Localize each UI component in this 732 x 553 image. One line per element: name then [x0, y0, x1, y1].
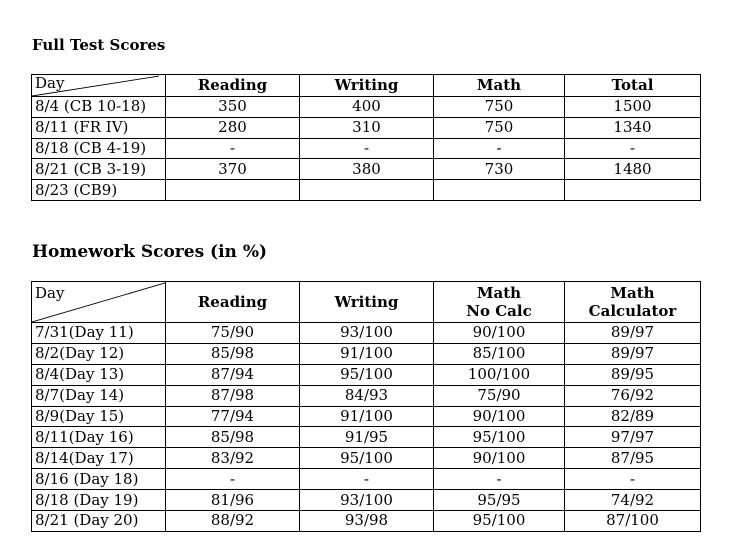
- day-cell: 8/23 (CB9): [32, 180, 166, 201]
- day-cell: 8/2(Day 12): [32, 343, 166, 364]
- total-cell: [565, 180, 701, 201]
- writing-cell: 93/100: [300, 490, 434, 511]
- full-test-table: [31, 74, 701, 201]
- calc-cell: 89/97: [565, 323, 701, 344]
- table-row: [32, 323, 701, 344]
- table-row: [32, 364, 701, 385]
- table-row: [32, 385, 701, 406]
- writing-cell: 91/95: [300, 427, 434, 448]
- no-calc-cell: -: [434, 469, 565, 490]
- reading-header: Reading: [166, 75, 300, 97]
- table-row: [32, 159, 701, 180]
- math-cell: [434, 180, 565, 201]
- no-calc-cell: 90/100: [434, 323, 565, 344]
- total-header: Total: [565, 75, 701, 97]
- calc-cell: 89/95: [565, 364, 701, 385]
- table-row: [32, 138, 701, 159]
- reading-cell: 83/92: [166, 448, 300, 469]
- reading-header: Reading: [166, 282, 300, 323]
- table-row: [32, 427, 701, 448]
- full-test-title: Full Test Scores: [32, 36, 166, 54]
- no-calc-cell: 95/100: [434, 511, 565, 532]
- no-calc-cell: 90/100: [434, 406, 565, 427]
- writing-cell: -: [300, 138, 434, 159]
- table-row: [32, 343, 701, 364]
- day-cell: 8/9(Day 15): [32, 406, 166, 427]
- writing-cell: 95/100: [300, 364, 434, 385]
- reading-cell: 280: [166, 117, 300, 138]
- day-cell: 8/21 (Day 20): [32, 511, 166, 532]
- writing-cell: 91/100: [300, 343, 434, 364]
- no-calc-cell: 95/95: [434, 490, 565, 511]
- reading-cell: 75/90: [166, 323, 300, 344]
- writing-header: Writing: [300, 282, 434, 323]
- calc-cell: 76/92: [565, 385, 701, 406]
- math-cell: 750: [434, 97, 565, 118]
- day-cell: 8/16 (Day 18): [32, 469, 166, 490]
- reading-cell: [166, 180, 300, 201]
- day-cell: 8/14(Day 17): [32, 448, 166, 469]
- writing-header: Writing: [300, 75, 434, 97]
- reading-cell: 81/96: [166, 490, 300, 511]
- writing-cell: 91/100: [300, 406, 434, 427]
- calc-cell: 87/100: [565, 511, 701, 532]
- no-calc-cell: 100/100: [434, 364, 565, 385]
- homework-body: [32, 323, 701, 532]
- no-calc-cell: 75/90: [434, 385, 565, 406]
- reading-cell: -: [166, 469, 300, 490]
- reading-cell: 85/98: [166, 427, 300, 448]
- writing-cell: -: [300, 469, 434, 490]
- math-no-calc-header: Math No Calc: [434, 282, 565, 323]
- table-row: [32, 117, 701, 138]
- writing-cell: 93/98: [300, 511, 434, 532]
- reading-cell: -: [166, 138, 300, 159]
- day-cell: 8/11 (FR IV): [32, 117, 166, 138]
- calc-cell: 82/89: [565, 406, 701, 427]
- no-calc-cell: 90/100: [434, 448, 565, 469]
- writing-cell: 310: [300, 117, 434, 138]
- reading-cell: 87/94: [166, 364, 300, 385]
- full-test-body: [32, 97, 701, 201]
- table-row: [32, 406, 701, 427]
- day-cell: 8/4(Day 13): [32, 364, 166, 385]
- math-calculator-header: Math Calculator: [565, 282, 701, 323]
- day-header: Day: [32, 75, 166, 97]
- reading-cell: 350: [166, 97, 300, 118]
- day-cell: 8/18 (Day 19): [32, 490, 166, 511]
- table-row: [32, 511, 701, 532]
- calc-cell: 74/92: [565, 490, 701, 511]
- no-calc-cell: 95/100: [434, 427, 565, 448]
- reading-cell: 77/94: [166, 406, 300, 427]
- day-cell: 8/18 (CB 4-19): [32, 138, 166, 159]
- day-cell: 8/21 (CB 3-19): [32, 159, 166, 180]
- writing-cell: 95/100: [300, 448, 434, 469]
- day-cell: 8/4 (CB 10-18): [32, 97, 166, 118]
- math-cell: 750: [434, 117, 565, 138]
- calc-cell: 87/95: [565, 448, 701, 469]
- table-row: [32, 97, 701, 118]
- writing-cell: 93/100: [300, 323, 434, 344]
- total-cell: 1480: [565, 159, 701, 180]
- math-cell: -: [434, 138, 565, 159]
- day-cell: 8/7(Day 14): [32, 385, 166, 406]
- reading-cell: 87/98: [166, 385, 300, 406]
- calc-cell: -: [565, 469, 701, 490]
- table-row: [32, 469, 701, 490]
- day-cell: 8/11(Day 16): [32, 427, 166, 448]
- calc-cell: 97/97: [565, 427, 701, 448]
- writing-cell: 400: [300, 97, 434, 118]
- reading-cell: 85/98: [166, 343, 300, 364]
- homework-table: [31, 281, 701, 532]
- table-row: [32, 180, 701, 201]
- total-cell: -: [565, 138, 701, 159]
- writing-cell: [300, 180, 434, 201]
- reading-cell: 370: [166, 159, 300, 180]
- total-cell: 1340: [565, 117, 701, 138]
- no-calc-cell: 85/100: [434, 343, 565, 364]
- reading-cell: 88/92: [166, 511, 300, 532]
- table-header-row: [32, 282, 701, 323]
- total-cell: 1500: [565, 97, 701, 118]
- day-cell: 7/31(Day 11): [32, 323, 166, 344]
- writing-cell: 84/93: [300, 385, 434, 406]
- math-cell: 730: [434, 159, 565, 180]
- calc-cell: 89/97: [565, 343, 701, 364]
- homework-title: Homework Scores (in %): [32, 242, 268, 262]
- writing-cell: 380: [300, 159, 434, 180]
- table-header-row: [32, 75, 701, 97]
- math-header: Math: [434, 75, 565, 97]
- table-row: [32, 448, 701, 469]
- day-header: Day: [32, 282, 166, 323]
- table-row: [32, 490, 701, 511]
